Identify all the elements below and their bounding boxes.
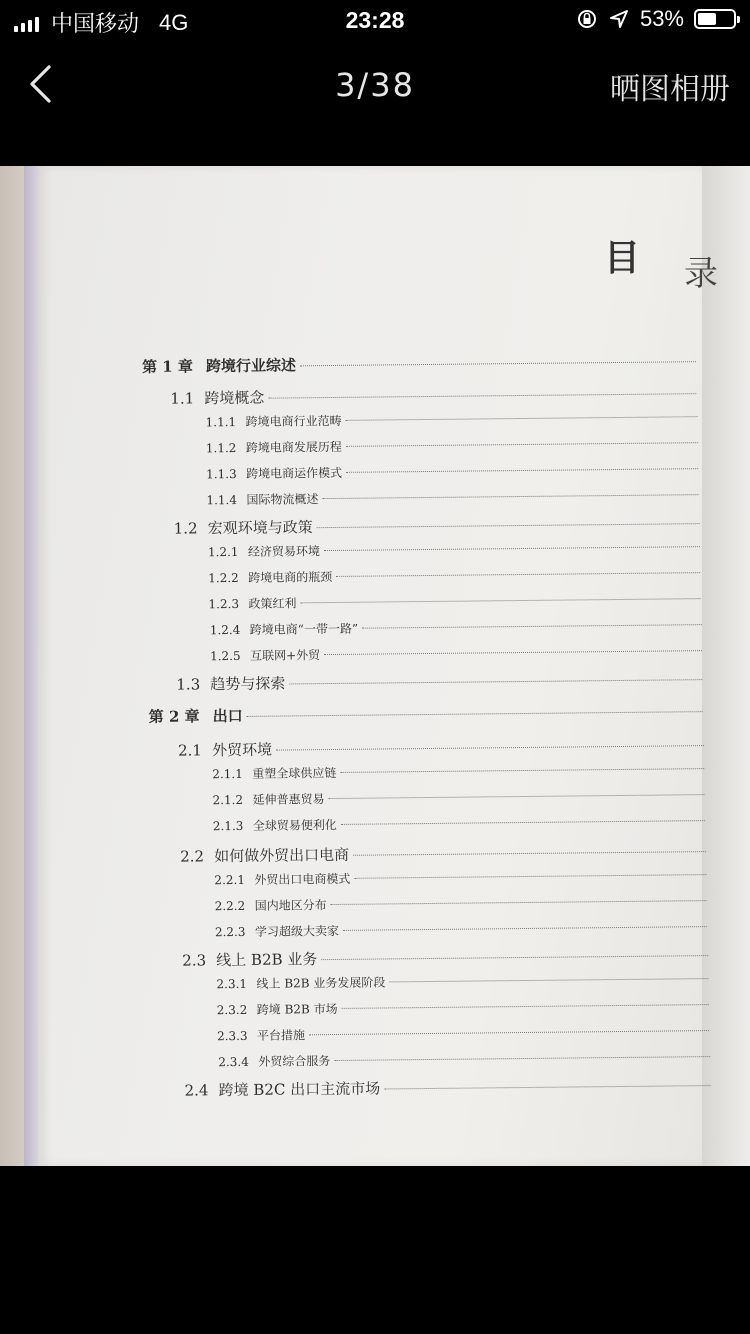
toc-number: 1.1.1: [205, 414, 237, 430]
orientation-lock-icon: [576, 8, 598, 30]
toc-leader: [362, 624, 702, 629]
toc-leader: [268, 393, 696, 398]
toc-number: 2.1: [177, 741, 202, 760]
toc-subsection: [215, 918, 711, 940]
toc-subsection: [210, 616, 706, 638]
toc-title: 经济贸易环境: [247, 544, 321, 559]
photo-viewer[interactable]: [0, 166, 750, 1166]
table-of-contents: [0, 166, 750, 1166]
toc-subsection: [217, 996, 713, 1018]
battery-icon: [694, 9, 736, 29]
toc-number: 2.3.4: [218, 1054, 249, 1070]
toc-leader: [353, 851, 706, 856]
toc-title: 外贸综合服务: [258, 1054, 331, 1069]
toc-chapter: [142, 350, 700, 377]
toc-leader: [289, 679, 702, 684]
toc-title: 跨境电商的瓶颈: [248, 569, 333, 585]
toc-title: 跨境 B2C 出口主流市场: [218, 1079, 381, 1100]
toc-subsection: [206, 486, 702, 508]
toc-title: 全球贸易便利化: [252, 817, 337, 833]
toc-title: 如何做外贸出口电商: [214, 845, 350, 866]
toc-subsection: [208, 590, 704, 612]
toc-title: 学习超级大卖家: [254, 923, 340, 939]
toc-leader: [317, 523, 700, 528]
toc-subsection: [208, 538, 704, 560]
toc-leader: [389, 978, 708, 982]
toc-leader: [384, 1085, 710, 1089]
toc-leader: [322, 494, 698, 499]
toc-number: 2.2.3: [214, 924, 246, 940]
toc-subsection: [218, 1048, 714, 1070]
toc-subsection: [213, 812, 709, 834]
toc-title: 外贸出口电商模式: [254, 871, 351, 887]
toc-number: 2.2.1: [214, 872, 246, 888]
toc-leader: [321, 955, 708, 960]
toc-number: 2.2.2: [214, 898, 246, 914]
toc-number: 1.2.5: [209, 648, 241, 664]
toc-section: [180, 840, 710, 867]
toc-leader: [276, 745, 704, 750]
toc-title: 平台措施: [256, 1028, 306, 1043]
toc-title: 线上 B2B 业务发展阶段: [256, 975, 386, 991]
bottom-area: [0, 1166, 750, 1334]
toc-number: 2.3.2: [216, 1002, 248, 1018]
toc-number: 2.2: [180, 847, 205, 866]
toc-title: 跨境电商发展历程: [245, 439, 342, 455]
toc-leader: [329, 794, 705, 799]
toc-title: 趋势与探索: [210, 674, 286, 694]
toc-number: 2.4: [184, 1081, 209, 1100]
toc-number: 1.2.3: [208, 596, 240, 612]
toc-subsection: [208, 564, 704, 586]
nav-bar: [0, 40, 750, 130]
toc-section: [176, 668, 706, 695]
toc-subsection: [206, 434, 702, 456]
status-time: 23:28: [345, 7, 405, 33]
toc-leader: [342, 1004, 709, 1009]
toc-number: 1.2.4: [209, 622, 241, 638]
toc-subsection: [217, 1022, 713, 1044]
toc-title: 线上 B2B 业务: [216, 950, 318, 970]
toc-title: 出口: [212, 706, 243, 726]
toc-number: 2.1.3: [212, 818, 244, 834]
toc-number: 1.2.1: [207, 544, 239, 560]
status-right: [576, 6, 736, 32]
toc-title: 互联网+外贸: [249, 648, 321, 663]
toc-section: [184, 1074, 714, 1101]
toc-leader: [341, 820, 705, 825]
toc-number: 第 2 章: [148, 707, 200, 726]
toc-leader: [324, 650, 702, 655]
toc-number: 2.3.3: [216, 1028, 248, 1044]
toc-subsection: [212, 786, 708, 808]
toc-section: [170, 382, 700, 409]
toc-title: 跨境行业综述: [205, 356, 297, 376]
toc-title: 重塑全球供应链: [252, 765, 337, 781]
toc-leader: [300, 598, 700, 603]
page-counter: 3/38: [335, 66, 415, 104]
toc-subsection: [205, 408, 701, 430]
toc-number: 2.1.1: [212, 766, 243, 782]
toc-leader: [309, 1030, 709, 1035]
toc-number: 2.3: [182, 951, 207, 970]
toc-leader: [346, 416, 698, 421]
toc-title: 外贸环境: [211, 740, 273, 760]
toc-leader: [346, 442, 698, 447]
toc-leader: [247, 711, 703, 717]
toc-number: 2.3.1: [216, 976, 248, 992]
toc-number: 2.1.2: [212, 792, 244, 808]
toc-subsection: [206, 460, 702, 482]
toc-subsection: [215, 892, 711, 914]
toc-section: [174, 512, 704, 539]
toc-leader: [343, 926, 707, 931]
toc-subsection: [212, 760, 708, 782]
toc-heading: 目: [604, 237, 641, 279]
toc-title: 跨境电商行业范畴: [245, 413, 342, 429]
toc-section: [182, 944, 712, 971]
toc-subsection: [216, 970, 712, 992]
toc-heading-partial: 录: [684, 254, 718, 294]
toc-number: 1.2: [173, 519, 198, 538]
toc-number: 1.1.3: [206, 466, 237, 482]
toc-section: [178, 734, 708, 761]
toc-title: 政策红利: [248, 596, 297, 611]
toc-number: 1.1: [170, 389, 195, 408]
toc-title: 国际物流概述: [246, 492, 319, 507]
album-button[interactable]: 晒图相册: [610, 72, 730, 107]
toc-title: 宏观环境与政策: [207, 518, 313, 538]
toc-leader: [334, 1056, 710, 1061]
toc-title: 跨境 B2B 市场: [256, 1001, 338, 1017]
toc-leader: [300, 361, 696, 366]
toc-title: 跨境电商运作模式: [246, 465, 343, 481]
toc-number: 1.1.2: [205, 440, 237, 456]
toc-leader: [336, 572, 700, 577]
toc-title: 国内地区分布: [254, 898, 327, 913]
toc-title: 跨境概念: [204, 388, 265, 408]
toc-chapter: [149, 700, 707, 727]
network-type: 4G: [159, 9, 189, 35]
toc-number: 1.2.2: [208, 570, 239, 586]
status-bar: [0, 0, 750, 40]
toc-title: 延伸普惠贸易: [252, 792, 325, 807]
toc-number: 1.1.4: [206, 492, 238, 508]
toc-leader: [346, 468, 698, 473]
location-icon: [608, 8, 630, 30]
toc-subsection: [210, 642, 706, 664]
battery-percent: 53%: [639, 6, 684, 31]
toc-number: 1.3: [176, 675, 201, 694]
toc-leader: [340, 768, 704, 773]
carrier-name: 中国移动: [51, 11, 140, 36]
toc-subsection: [214, 866, 710, 888]
toc-title: 跨境电商“一带一路”: [249, 621, 359, 637]
toc-leader: [331, 900, 707, 905]
toc-number: 第 1 章: [141, 357, 193, 376]
toc-leader: [324, 546, 700, 551]
toc-leader: [354, 874, 706, 879]
